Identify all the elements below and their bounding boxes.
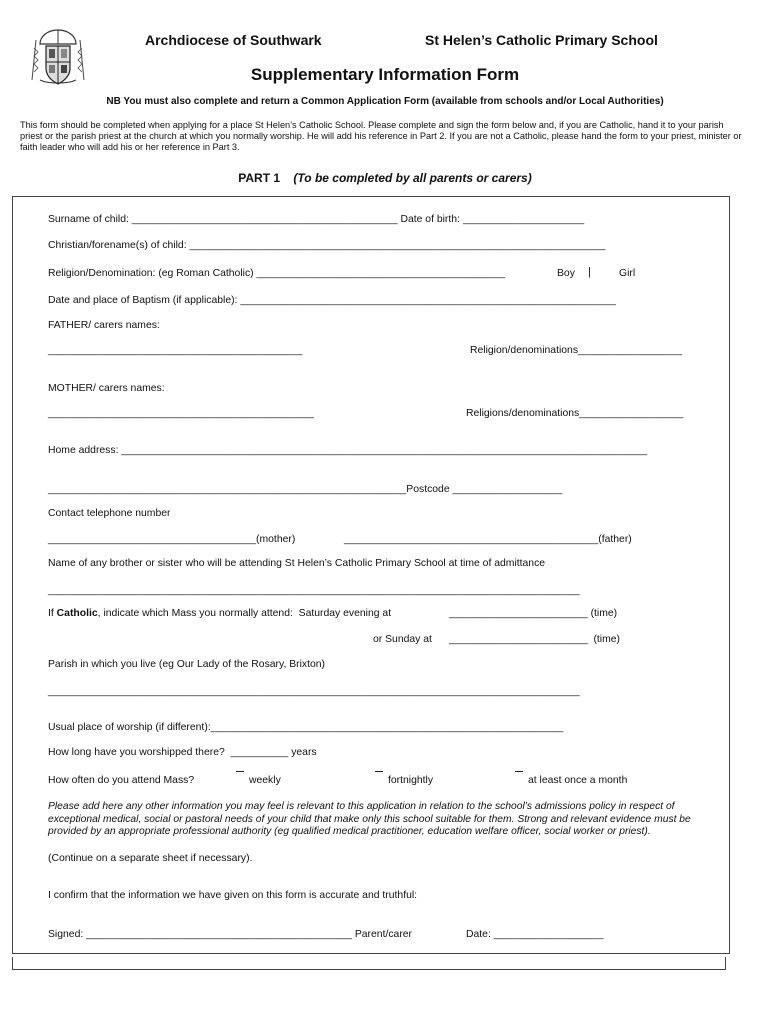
intro-paragraph: This form should be completed when applying for a place St Helen’s Catholic School. Please complete and sign the form below and, if you are Catholic, hand it to your parish priest or the parish priest at the church at which you normally worship. He will add his reference in Part 2. If you are not a Catholic, please hand the form to your priest, minister or faith leader who will add his or her reference in Part 3. [20, 120, 742, 152]
boy-option-label[interactable]: Boy [557, 268, 575, 279]
catholic-mass-label [48, 608, 391, 619]
fortnightly-checkbox[interactable] [375, 771, 383, 772]
part1-heading [0, 171, 770, 185]
catholic-prefix: If [48, 608, 57, 619]
howlong-field[interactable]: How long have you worshipped there? __________ years [48, 747, 317, 758]
part1-box-shadow [12, 957, 726, 970]
phone-label: Contact telephone number [48, 508, 171, 519]
parish-field[interactable]: ____________________________________________________________________________________________ [48, 686, 580, 697]
catholic-bold: Catholic [56, 608, 98, 619]
sunday-time-field[interactable]: ________________________ (time) [449, 634, 621, 645]
worship-field[interactable]: Usual place of worship (if different):_____________________________________________________________ [48, 722, 564, 733]
phone-mother-field[interactable]: ____________________________________(mother) [48, 534, 296, 545]
forename-field[interactable]: Christian/forename(s) of child: ________________________________________________________________________ [48, 240, 606, 251]
girl-option-label[interactable]: Girl [619, 268, 636, 279]
father-religion-field[interactable]: Religion/denominations__________________ [470, 345, 683, 356]
continue-note: (Continue on a separate sheet if necessary). [48, 853, 253, 864]
date-field[interactable]: Date: ___________________ [466, 929, 604, 940]
part1-label: PART 1 [238, 171, 281, 185]
baptism-field[interactable]: Date and place of Baptism (if applicable): _________________________________________________________________ [48, 295, 616, 306]
father-label: FATHER/ carers names: [48, 320, 160, 331]
catholic-suffix: , indicate which Mass you normally attend: Saturday evening at [97, 608, 392, 619]
sibling-label: Name of any brother or sister who will be attending St Helen’s Catholic Primary School at time of admittance [48, 558, 546, 569]
howoften-label: How often do you attend Mass? [48, 775, 195, 786]
father-name-field[interactable]: ____________________________________________ [48, 345, 303, 356]
confirm-statement: I confirm that the information we have given on this form is accurate and truthful: [48, 890, 418, 901]
mother-label: MOTHER/ carers names: [48, 383, 165, 394]
diocese-name: Archdiocese of Southwark [145, 32, 322, 48]
sibling-field[interactable]: ____________________________________________________________________________________________ [48, 585, 580, 596]
religion-field[interactable]: Religion/Denomination: (eg Roman Catholic) ___________________________________________ [48, 268, 505, 279]
monthly-label: at least once a month [528, 775, 628, 786]
mother-religion-field[interactable]: Religions/denominations__________________ [466, 408, 684, 419]
form-title: Supplementary Information Form [250, 65, 520, 84]
weekly-label: weekly [249, 775, 281, 786]
phone-father-field[interactable]: ____________________________________________(father) [344, 534, 632, 545]
surname-field[interactable]: Surname of child: ______________________________________________ Date of birth: _____________________ [48, 214, 585, 225]
part1-box [12, 196, 730, 954]
monthly-checkbox[interactable] [515, 771, 523, 772]
saturday-time-field[interactable]: ________________________ (time) [449, 608, 618, 619]
weekly-checkbox[interactable] [236, 771, 244, 772]
parish-label: Parish in which you live (eg Our Lady of the Rosary, Brixton) [48, 659, 326, 670]
further-info-paragraph: Please add here any other information you may feel is relevant to this application in relation to the school’s admissions policy in respect of exceptional medical, social or pastoral needs of your child that make only this school suitable for them. Strong and relevant evidence must be provided by an appropriate professional authority (eg qualified medical practitioner, education welfare officer, social worker or priest). [48, 801, 691, 838]
school-name: St Helen’s Catholic Primary School [425, 32, 658, 48]
part1-subtitle: (To be completed by all parents or carers) [293, 171, 532, 185]
home-address-field[interactable]: Home address: ___________________________________________________________________________________________ [48, 445, 648, 456]
gender-separator: | [588, 266, 591, 278]
postcode-field[interactable]: ______________________________________________________________Postcode ___________________ [48, 484, 563, 495]
nb-note: NB You must also complete and return a Common Application Form (available from schools and/or Local Authorities) [106, 96, 664, 107]
sunday-label: or Sunday at [373, 634, 432, 645]
signed-field[interactable]: Signed: ______________________________________________ Parent/carer [48, 929, 413, 940]
fortnightly-label: fortnightly [388, 775, 434, 786]
mother-name-field[interactable]: ______________________________________________ [48, 408, 314, 419]
